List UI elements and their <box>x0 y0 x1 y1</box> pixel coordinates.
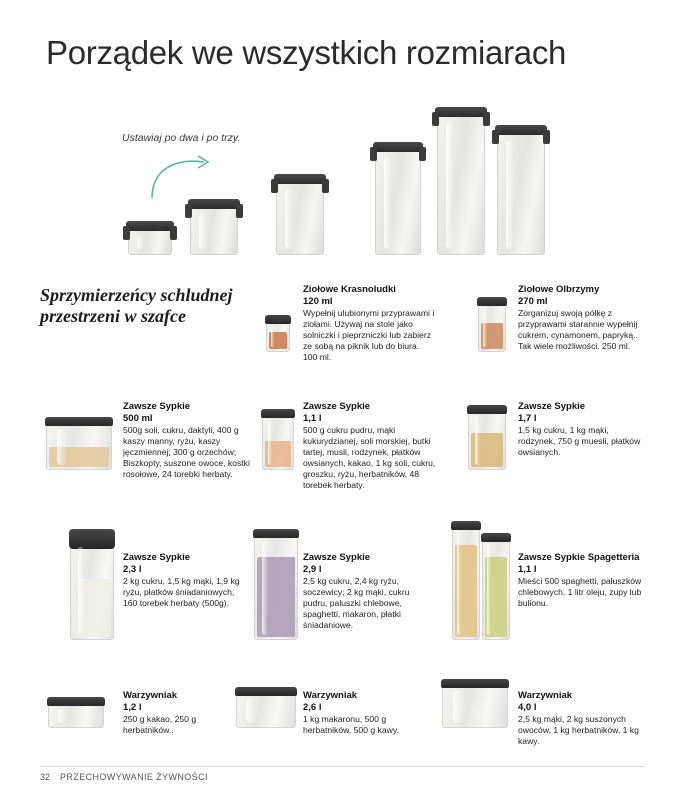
product-image-spagetteria <box>452 518 512 640</box>
product-name: Zawsze Sypkie <box>303 401 371 412</box>
product-block-9 <box>303 690 423 736</box>
jar-sheen <box>487 545 491 635</box>
product-image-sypkie-23l <box>70 538 114 640</box>
product-block-7 <box>518 552 646 609</box>
container-lid <box>435 107 487 117</box>
container-lid <box>188 199 240 209</box>
product-image-sypkie-500ml <box>46 420 112 470</box>
product-name: Ziołowe Krasnoludki <box>303 284 396 295</box>
jar <box>236 694 296 728</box>
jar <box>254 536 298 640</box>
product-desc: 250 g kakao, 250 g herbatników.. <box>123 714 197 735</box>
product-name: Zawsze Sypkie Spagetteria <box>518 552 640 563</box>
jar <box>70 542 114 640</box>
product-block-4 <box>518 401 648 458</box>
product-volume: 4,0 l <box>518 701 537 713</box>
container-lid <box>495 125 547 135</box>
jar-sheen <box>57 429 67 465</box>
product-volume: 1,1 l <box>303 412 322 424</box>
product-desc: Wypełnij ulubionymi przyprawami i ziołami. Używaj na stole jako solniczki i pieprzniczki lub zabierz ze sobą na piknik lub do biura. 100 ml. <box>303 308 435 362</box>
arrow-icon <box>148 150 218 202</box>
jar-sheen <box>246 699 255 723</box>
page-number: 32 <box>40 772 51 782</box>
product-image-zio-krasnoludki <box>266 318 290 352</box>
hero-container-4 <box>375 150 421 255</box>
jar-sheen <box>58 709 66 723</box>
jar-lid <box>45 417 113 426</box>
product-image-warzywniak-26l <box>236 690 296 728</box>
container-clip <box>236 204 243 218</box>
hero-illustration <box>0 90 684 255</box>
product-block-10 <box>518 690 644 747</box>
hero-container-3 <box>276 182 324 255</box>
container-sheen <box>285 189 292 249</box>
jar-sheen <box>268 421 273 465</box>
jar-sheen <box>457 533 461 635</box>
jar-lid <box>477 297 507 306</box>
container-lid <box>126 221 174 231</box>
product-block-6 <box>303 552 433 631</box>
product-desc: 2,5 kg mąki, 2 kg suszonych owoców, 1 kg herbatników, 1 kg kawy. <box>518 714 639 746</box>
footer-category: PRZECHOWYWANIE ŻYWNOŚCI <box>60 772 208 782</box>
jar <box>468 412 506 470</box>
product-desc: Mieści 500 spaghetti, paluszków chlebowych, 1 litr oleju, zupy lub bulionu. <box>518 576 642 608</box>
container-sheen <box>199 214 206 249</box>
product-volume: 1,7 l <box>518 412 537 424</box>
container-clip <box>419 147 426 161</box>
jar <box>482 540 510 640</box>
jar <box>46 424 112 470</box>
product-image-warzywniak-40l <box>442 682 508 728</box>
jar-sheen <box>475 417 480 465</box>
hero-container-6 <box>497 133 545 255</box>
product-block-2 <box>123 401 251 480</box>
jar-sheen <box>271 327 274 347</box>
container-sheen <box>446 122 453 249</box>
product-volume: 500 ml <box>123 412 153 424</box>
product-name: Warzywniak <box>123 690 178 701</box>
jar <box>266 322 290 352</box>
container-clip <box>322 179 329 193</box>
product-name: Ziołowe Olbrzymy <box>518 284 600 295</box>
product-name: Zawsze Sypkie <box>303 552 371 563</box>
product-block-3 <box>303 401 443 491</box>
product-image-sypkie-17l <box>468 408 506 470</box>
jar-sheen <box>483 309 487 347</box>
product-volume: 1,1 l <box>518 563 537 575</box>
product-image-zio-olbrzymy <box>478 300 506 352</box>
hero-container-2 <box>190 207 238 255</box>
jar <box>442 686 508 728</box>
jar-lid <box>261 409 295 418</box>
jar-lid <box>47 697 105 706</box>
jar-sheen <box>262 541 268 635</box>
product-desc: 1 kg makaronu, 500 g herbatników, 500 g kawy. <box>303 714 399 735</box>
jar <box>478 304 506 352</box>
product-volume: 2,3 l <box>123 563 142 575</box>
product-volume: 270 ml <box>518 295 548 307</box>
jar <box>262 416 294 470</box>
product-image-sypkie-29l <box>254 532 298 640</box>
product-desc: 1,5 kg cukru, 1 kg mąki, rodzynek, 750 g muesli, płatków owsianych. <box>518 425 641 457</box>
product-block-0 <box>303 284 435 363</box>
product-name: Zawsze Sypkie <box>123 401 191 412</box>
jar-lid <box>441 679 509 688</box>
container-clip <box>123 226 130 240</box>
jar-sheen <box>453 691 463 723</box>
container-sheen <box>506 140 513 249</box>
container-sheen <box>137 236 144 249</box>
product-image-warzywniak-12l <box>48 700 104 728</box>
jar-lid <box>265 315 291 324</box>
product-desc: 500g soli, cukru, daktyli, 400 g kaszy manny, ryżu, kaszy jęczmiennej; 300 g orzechów; Biszkopty, suszone owoce, kostki rosołowe, 24 torebki herbaty. <box>123 425 250 479</box>
container-clip <box>543 130 550 144</box>
product-block-5 <box>123 552 245 609</box>
container-clip <box>432 112 439 126</box>
page-title: Porządek we wszystkich rozmiarach <box>46 34 567 71</box>
product-volume: 1,2 l <box>123 701 142 713</box>
product-block-1 <box>518 284 648 352</box>
jar-sheen <box>78 547 84 635</box>
hero-note: Ustawiaj po dwa i po trzy. <box>122 132 241 144</box>
container-clip <box>271 179 278 193</box>
jar-lid <box>467 405 507 414</box>
container-clip <box>370 147 377 161</box>
product-desc: 2 kg cukru, 1,5 kg mąki, 1,9 kg ryżu, płatków śniadaniowych, 160 torebek herbaty (500g). <box>123 576 240 608</box>
section-title: Sprzymierzeńcy schludnej przestrzeni w szafce <box>40 285 233 326</box>
product-name: Zawsze Sypkie <box>518 401 586 412</box>
jar <box>48 704 104 728</box>
jar-lid <box>253 529 299 538</box>
container-clip <box>492 130 499 144</box>
jar <box>452 528 480 640</box>
product-desc: Zorganizuj swoją półkę z przyprawami starannie wypełnij cukrem, cynamonem, papryką.. Tak wiele możliwości. 250 ml. <box>518 308 638 351</box>
jar-lid <box>235 687 297 696</box>
product-volume: 2,6 l <box>303 701 322 713</box>
product-image-sypkie-11l <box>262 412 294 470</box>
container-clip <box>185 204 192 218</box>
container-lid <box>274 174 326 184</box>
hero-container-1 <box>128 229 172 255</box>
product-name: Warzywniak <box>303 690 358 701</box>
product-name: Warzywniak <box>518 690 573 701</box>
footer-divider <box>40 766 644 767</box>
container-clip <box>170 226 177 240</box>
product-desc: 500 g cukru pudru, mąki kukurydzianej, soli morskiej, butki tartej, musli, rodzynek, płatków owsianych, kakao, 1 kg soli, cukru, groszku, ryżu, herbatników, 48 torebek herbaty. <box>303 425 436 490</box>
product-volume: 2,9 l <box>303 563 322 575</box>
product-name: Zawsze Sypkie <box>123 552 191 563</box>
jar-lid <box>69 529 115 549</box>
container-sheen <box>384 157 391 249</box>
product-block-8 <box>123 690 243 736</box>
product-desc: 2,5 kg cukru, 2,4 kg ryżu, soczewicy; 2 kg mąki, cukru pudru, paluszki chlebowe, spaghetti, makaron, płatki śniadaniowe. <box>303 576 410 630</box>
container-clip <box>483 112 490 126</box>
jar-lid <box>451 521 481 530</box>
container-lid <box>373 142 423 152</box>
product-volume: 120 ml <box>303 295 333 307</box>
jar-lid <box>481 533 511 542</box>
hero-container-5 <box>437 115 485 255</box>
